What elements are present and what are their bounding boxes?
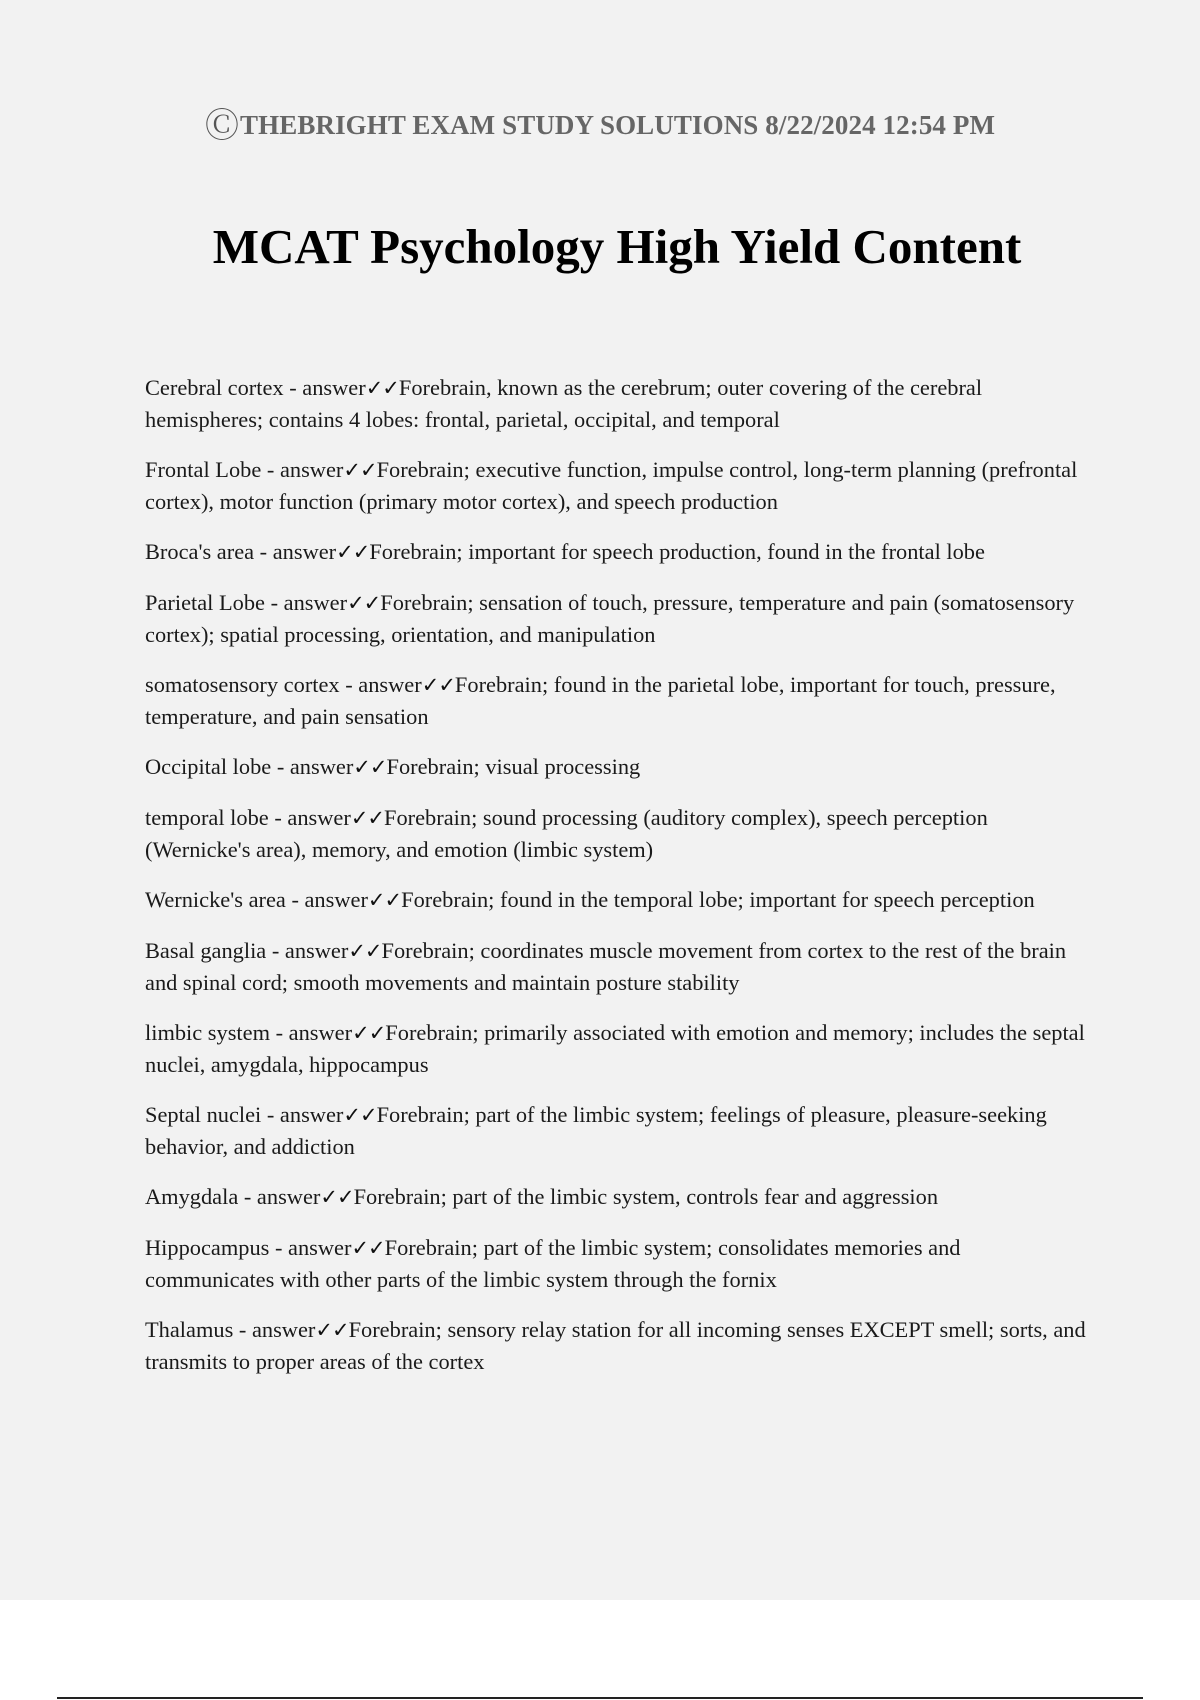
page-title: MCAT Psychology High Yield Content xyxy=(212,219,1022,274)
entry-term: Cerebral cortex xyxy=(145,375,284,400)
entry-definition: Forebrain; sound processing (auditory complex), speech perception (Wernicke's area), memory, and emotion (limbic system) xyxy=(145,805,988,862)
entry-separator: - answer xyxy=(261,1102,344,1127)
entry-definition: Forebrain; visual processing xyxy=(386,754,641,779)
list-item xyxy=(145,669,1093,732)
list-item xyxy=(145,1181,1093,1213)
checkmark-icon: ✓✓ xyxy=(351,1236,385,1260)
entry-separator: - answer xyxy=(268,805,351,830)
checkmark-icon: ✓✓ xyxy=(367,888,402,912)
entry-term: Wernicke's area xyxy=(145,887,286,912)
checkmark-icon: ✓✓ xyxy=(350,806,385,830)
entry-definition: Forebrain; found in the parietal lobe, important for touch, pressure, temperature, and pain sensation xyxy=(145,672,1056,729)
checkmark-icon: ✓✓ xyxy=(352,1021,386,1045)
entry-definition: Forebrain; found in the temporal lobe; important for speech perception xyxy=(401,887,1035,912)
checkmark-icon: ✓✓ xyxy=(343,1103,377,1127)
entry-separator: - answer xyxy=(269,1235,352,1260)
entry-definition: Forebrain; part of the limbic system; consolidates memories and communicates with other parts of the limbic system through the fornix xyxy=(145,1235,961,1292)
entry-term: Parietal Lobe xyxy=(145,590,265,615)
list-item xyxy=(145,536,1093,568)
checkmark-icon: ✓✓ xyxy=(421,673,455,697)
header-text: THEBRIGHT EXAM STUDY SOLUTIONS 8/22/2024 12:54 PM xyxy=(240,110,996,140)
list-item xyxy=(145,372,1093,435)
entry-definition: Forebrain, known as the cerebrum; outer covering of the cerebral hemispheres; contains 4 lobes: frontal, parietal, occipital, and temporal xyxy=(145,375,983,432)
entry-definition: Forebrain; executive function, impulse control, long-term planning (prefrontal cortex), motor function (primary motor cortex), and speech production xyxy=(145,457,1078,514)
entry-definition: Forebrain; sensory relay station for all incoming senses EXCEPT smell; sorts, and transmits to proper areas of the cortex xyxy=(145,1317,1086,1374)
entry-definition: Forebrain; part of the limbic system, controls fear and aggression xyxy=(353,1184,939,1209)
footer-divider xyxy=(57,1697,1143,1699)
checkmark-icon: ✓✓ xyxy=(343,458,377,482)
entry-term: Thalamus xyxy=(145,1317,234,1342)
entry-term: Occipital lobe xyxy=(145,754,272,779)
entry-separator: - answer xyxy=(261,457,344,482)
checkmark-icon: ✓✓ xyxy=(353,755,387,779)
entry-separator: - answer xyxy=(238,1184,321,1209)
checkmark-icon: ✓✓ xyxy=(365,376,399,400)
checkmark-icon: ✓✓ xyxy=(347,591,381,615)
entry-term: Basal ganglia xyxy=(145,938,267,963)
entry-separator: - answer xyxy=(339,672,422,697)
entry-term: somatosensory cortex xyxy=(145,672,340,697)
entry-separator: - answer xyxy=(266,938,349,963)
checkmark-icon: ✓✓ xyxy=(315,1318,349,1342)
checkmark-icon: ✓✓ xyxy=(320,1185,354,1209)
list-item xyxy=(145,1017,1093,1080)
list-item xyxy=(145,935,1093,998)
checkmark-icon: ✓✓ xyxy=(348,939,382,963)
checkmark-icon: ✓✓ xyxy=(336,540,370,564)
copyright-icon: Ⓒ xyxy=(204,106,240,146)
list-item xyxy=(145,587,1093,650)
entry-term: limbic system xyxy=(145,1020,271,1045)
entry-term: Hippocampus xyxy=(145,1235,270,1260)
list-item xyxy=(145,751,1093,783)
entry-separator: - answer xyxy=(265,590,348,615)
entry-definition: Forebrain; primarily associated with emotion and memory; includes the septal nuclei, amygdala, hippocampus xyxy=(145,1020,1085,1077)
list-item xyxy=(145,884,1093,916)
list-item xyxy=(145,454,1093,517)
page-header xyxy=(0,98,1200,147)
list-item xyxy=(145,1314,1093,1377)
entry-definition: Forebrain; important for speech production, found in the frontal lobe xyxy=(369,539,985,564)
entry-separator: - answer xyxy=(270,1020,353,1045)
entry-term: Frontal Lobe xyxy=(145,457,262,482)
entry-term: Amygdala xyxy=(145,1184,239,1209)
entry-list xyxy=(145,372,1093,1396)
list-item xyxy=(145,1232,1093,1295)
entry-separator: - answer xyxy=(285,887,368,912)
entry-separator: - answer xyxy=(233,1317,316,1342)
entry-definition: Forebrain; coordinates muscle movement from cortex to the rest of the brain and spinal cord; smooth movements and maintain posture stability xyxy=(145,938,1067,995)
entry-term: temporal lobe xyxy=(145,805,269,830)
entry-separator: - answer xyxy=(283,375,366,400)
list-item xyxy=(145,802,1093,865)
entry-definition: Forebrain; sensation of touch, pressure, temperature and pain (somatosensory cortex); spatial processing, orientation, and manipulation xyxy=(145,590,1075,647)
list-item xyxy=(145,1099,1093,1162)
entry-term: Septal nuclei xyxy=(145,1102,262,1127)
entry-term: Broca's area xyxy=(145,539,255,564)
entry-definition: Forebrain; part of the limbic system; feelings of pleasure, pleasure-seeking behavior, and addiction xyxy=(145,1102,1047,1159)
entry-separator: - answer xyxy=(271,754,354,779)
entry-separator: - answer xyxy=(254,539,337,564)
